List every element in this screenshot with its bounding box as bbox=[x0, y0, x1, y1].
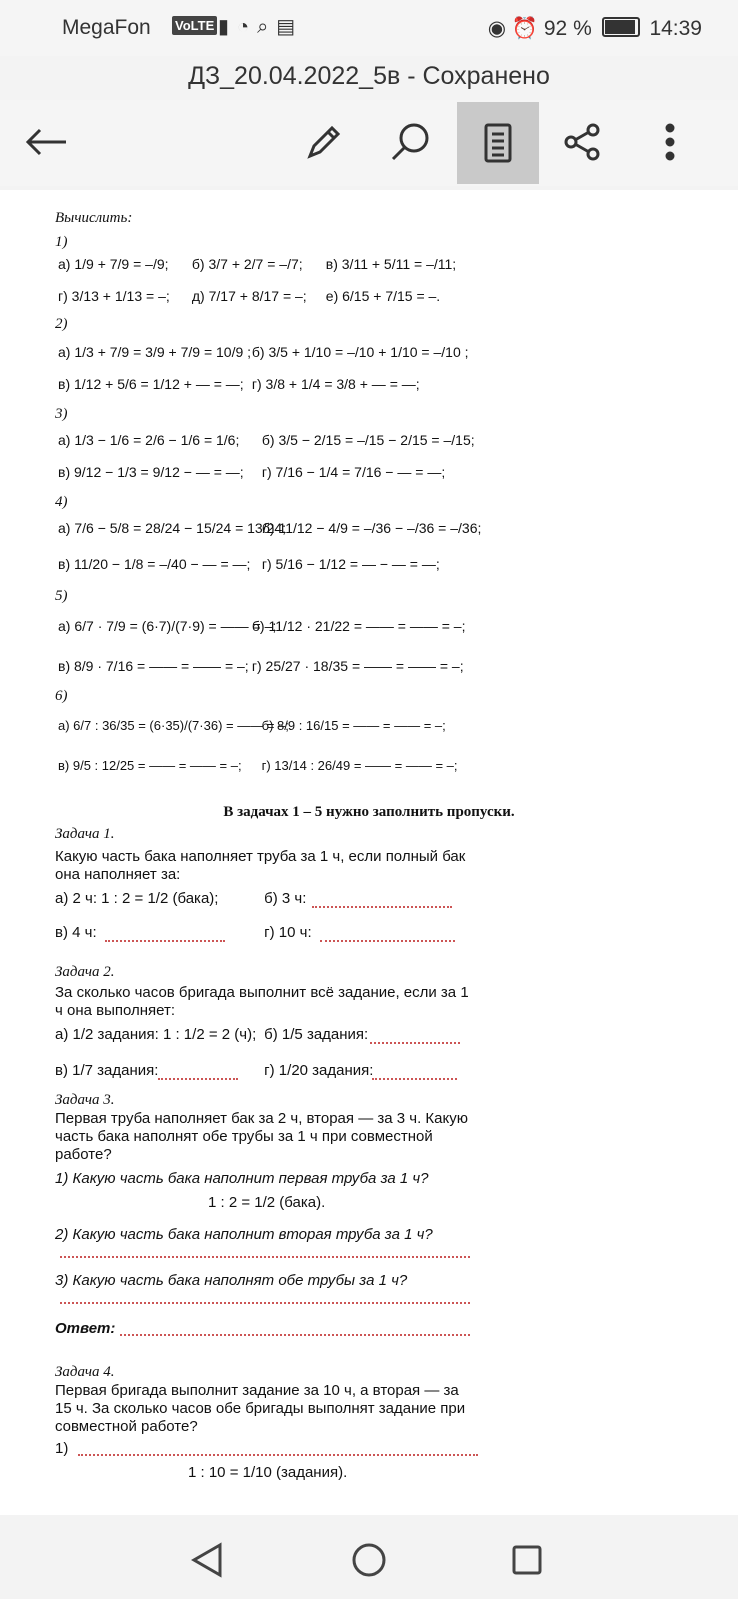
expr: в) 11/20 − 1/8 = –/40 − — = —; bbox=[58, 556, 251, 572]
expr: г) 5/16 − 1/12 = — − — = —; bbox=[261, 556, 440, 572]
expr: б) 3/5 − 2/15 = –/15 − 2/15 = –/15; bbox=[261, 432, 475, 448]
expr-row bbox=[58, 432, 475, 448]
expr: а) 6/7 · 7/9 = (6·7)/(7·9) = —— = –; bbox=[58, 618, 277, 634]
expr: б) 8/9 : 16/15 = —— = —— = –; bbox=[261, 718, 446, 733]
task-question: 1) Какую часть бака наполнит первая труба за 1 ч? bbox=[55, 1170, 429, 1187]
status-right bbox=[488, 16, 702, 41]
expr: б) 3/5 + 1/10 = –/10 + 1/10 = –/10 ; bbox=[251, 344, 469, 360]
toolbar bbox=[0, 100, 738, 186]
status-bar bbox=[0, 0, 738, 56]
task-question: 2) Какую часть бака наполнит вторая труба за 1 ч? bbox=[55, 1226, 433, 1243]
alarm-icon: ⏰ bbox=[511, 17, 539, 40]
back-triangle-icon[interactable] bbox=[182, 1535, 232, 1585]
task-item-c: в) 4 ч: bbox=[55, 924, 97, 941]
task-item-c: в) 1/7 задания: bbox=[55, 1062, 159, 1079]
task-answer: 1 : 10 = 1/10 (задания). bbox=[188, 1464, 348, 1481]
task-item-b: б) 3 ч: bbox=[264, 890, 307, 907]
expr: в) 1/12 + 5/6 = 1/12 + — = —; bbox=[58, 376, 244, 392]
battery-icon bbox=[602, 17, 640, 37]
answer-blank[interactable] bbox=[105, 940, 225, 942]
expr: г) 3/8 + 1/4 = 3/8 + — = —; bbox=[251, 376, 420, 392]
expr: а) 7/6 − 5/8 = 28/24 − 15/24 = 13/24; bbox=[58, 520, 287, 536]
reading-mode-icon[interactable] bbox=[457, 102, 539, 184]
expr: г) 3/13 + 1/13 = –; bbox=[58, 288, 170, 304]
task-label: Задача 4. bbox=[55, 1364, 115, 1380]
expr-row bbox=[58, 288, 440, 304]
expr-row bbox=[58, 256, 456, 272]
answer-blank[interactable] bbox=[312, 906, 452, 908]
section-number: 1) bbox=[55, 234, 68, 250]
task-item-d: г) 1/20 задания: bbox=[264, 1062, 374, 1079]
expr-row bbox=[58, 658, 464, 674]
carrier-name: MegaFon bbox=[62, 16, 151, 39]
task-question: 1) bbox=[55, 1440, 69, 1457]
tasks-heading: В задачах 1 – 5 нужно заполнить пропуски. bbox=[223, 804, 515, 820]
recents-square-icon[interactable] bbox=[502, 1535, 552, 1585]
expr: в) 8/9 · 7/16 = —— = —— = –; bbox=[58, 658, 249, 674]
answer-blank[interactable] bbox=[60, 1256, 470, 1258]
expr: б) 11/12 · 21/22 = —— = —— = –; bbox=[251, 618, 466, 634]
task-question: 3) Какую часть бака наполнят обе трубы за 1 ч? bbox=[55, 1272, 408, 1289]
answer-blank[interactable] bbox=[372, 1078, 457, 1080]
expr-row bbox=[58, 376, 420, 392]
answer-blank[interactable] bbox=[370, 1042, 460, 1044]
expr: а) 1/3 + 7/9 = 3/9 + 7/9 = 10/9 ; bbox=[58, 344, 252, 360]
task-text: За сколько часов бригада выполнит всё задание, если за 1 ч она выполняет: bbox=[55, 984, 469, 1019]
task-text: Первая труба наполняет бак за 2 ч, вторая — за 3 ч. Какую часть бака наполнят обе трубы за 1 ч при совместной работе? bbox=[55, 1110, 468, 1163]
section-number: 3) bbox=[55, 406, 68, 422]
expr-row bbox=[58, 464, 445, 480]
task-item bbox=[55, 1062, 373, 1079]
task-item-d: г) 10 ч: bbox=[264, 924, 312, 941]
expr: г) 7/16 − 1/4 = 7/16 − — = —; bbox=[261, 464, 446, 480]
expr: а) 1/3 − 1/6 = 2/6 − 1/6 = 1/6; bbox=[58, 432, 240, 448]
expr: г) 25/27 · 18/35 = —— = —— = –; bbox=[251, 658, 464, 674]
expr-row bbox=[58, 718, 446, 733]
task-item-a: а) 1/2 задания: 1 : 1/2 = 2 (ч); bbox=[55, 1026, 257, 1043]
answer-label: Ответ: bbox=[55, 1320, 116, 1337]
share-icon[interactable] bbox=[545, 104, 621, 180]
task-item-b: б) 1/5 задания: bbox=[264, 1026, 369, 1043]
expr: б) 3/7 + 2/7 = –/7; bbox=[191, 256, 303, 272]
section-number: 2) bbox=[55, 316, 68, 332]
search-icon[interactable] bbox=[372, 104, 448, 180]
task-answer: 1 : 2 = 1/2 (бака). bbox=[208, 1194, 326, 1211]
answer-blank[interactable] bbox=[78, 1454, 478, 1456]
back-arrow-icon[interactable] bbox=[8, 104, 84, 180]
task-item bbox=[55, 924, 312, 941]
task-item bbox=[55, 890, 306, 907]
task-item-a: а) 2 ч: 1 : 2 = 1/2 (бака); bbox=[55, 890, 219, 907]
clock: 14:39 bbox=[649, 17, 702, 40]
home-circle-icon[interactable] bbox=[344, 1535, 394, 1585]
expr: а) 6/7 : 36/35 = (6·35)/(7·36) = —— = –; bbox=[58, 718, 289, 733]
section-number: 6) bbox=[55, 688, 68, 704]
section-number: 5) bbox=[55, 588, 68, 604]
document-page[interactable] bbox=[0, 190, 738, 1515]
answer-blank[interactable] bbox=[120, 1334, 470, 1336]
expr-row bbox=[58, 758, 458, 773]
task-label: Задача 1. bbox=[55, 826, 115, 842]
volte-badge: VoLTE bbox=[172, 16, 217, 35]
task-item bbox=[55, 1026, 368, 1043]
heading-calculate: Вычислить: bbox=[55, 210, 133, 226]
expr-row bbox=[58, 520, 481, 536]
task-label: Задача 3. bbox=[55, 1092, 115, 1108]
expr: в) 9/12 − 1/3 = 9/12 − — = —; bbox=[58, 464, 244, 480]
answer-blank[interactable] bbox=[60, 1302, 470, 1304]
battery-percent: 92 % bbox=[543, 17, 592, 40]
task-text: Какую часть бака наполняет труба за 1 ч, если полный бак она наполняет за: bbox=[55, 848, 466, 883]
answer-blank[interactable] bbox=[158, 1078, 238, 1080]
expr-row bbox=[58, 344, 469, 360]
expr: а) 1/9 + 7/9 = –/9; bbox=[58, 256, 169, 272]
signal-wifi-icons: ▮◔⌕▤ bbox=[218, 16, 304, 38]
task-label: Задача 2. bbox=[55, 964, 115, 980]
section-number: 4) bbox=[55, 494, 68, 510]
more-icon[interactable] bbox=[632, 104, 708, 180]
answer-blank[interactable] bbox=[320, 940, 455, 942]
expr-row bbox=[58, 556, 440, 572]
expr: е) 6/15 + 7/15 = –. bbox=[325, 288, 441, 304]
eye-icon: ◉ bbox=[487, 17, 507, 40]
expr: г) 13/14 : 26/49 = —— = —— = –; bbox=[261, 758, 458, 773]
task-text: Первая бригада выполнит задание за 10 ч, а вторая — за 15 ч. За сколько часов обе бригады выполнят задание при совместной работе? bbox=[55, 1382, 466, 1435]
pencil-icon[interactable] bbox=[286, 104, 362, 180]
expr: д) 7/17 + 8/17 = –; bbox=[191, 288, 307, 304]
expr: в) 3/11 + 5/11 = –/11; bbox=[325, 256, 457, 272]
expr-row bbox=[58, 618, 465, 634]
expr: в) 9/5 : 12/25 = —— = —— = –; bbox=[58, 758, 242, 773]
expr: б) 11/12 − 4/9 = –/36 − –/36 = –/36; bbox=[261, 520, 482, 536]
navigation-bar bbox=[0, 1515, 738, 1599]
document-title: ДЗ_20.04.2022_5в - Сохранено bbox=[188, 62, 550, 90]
